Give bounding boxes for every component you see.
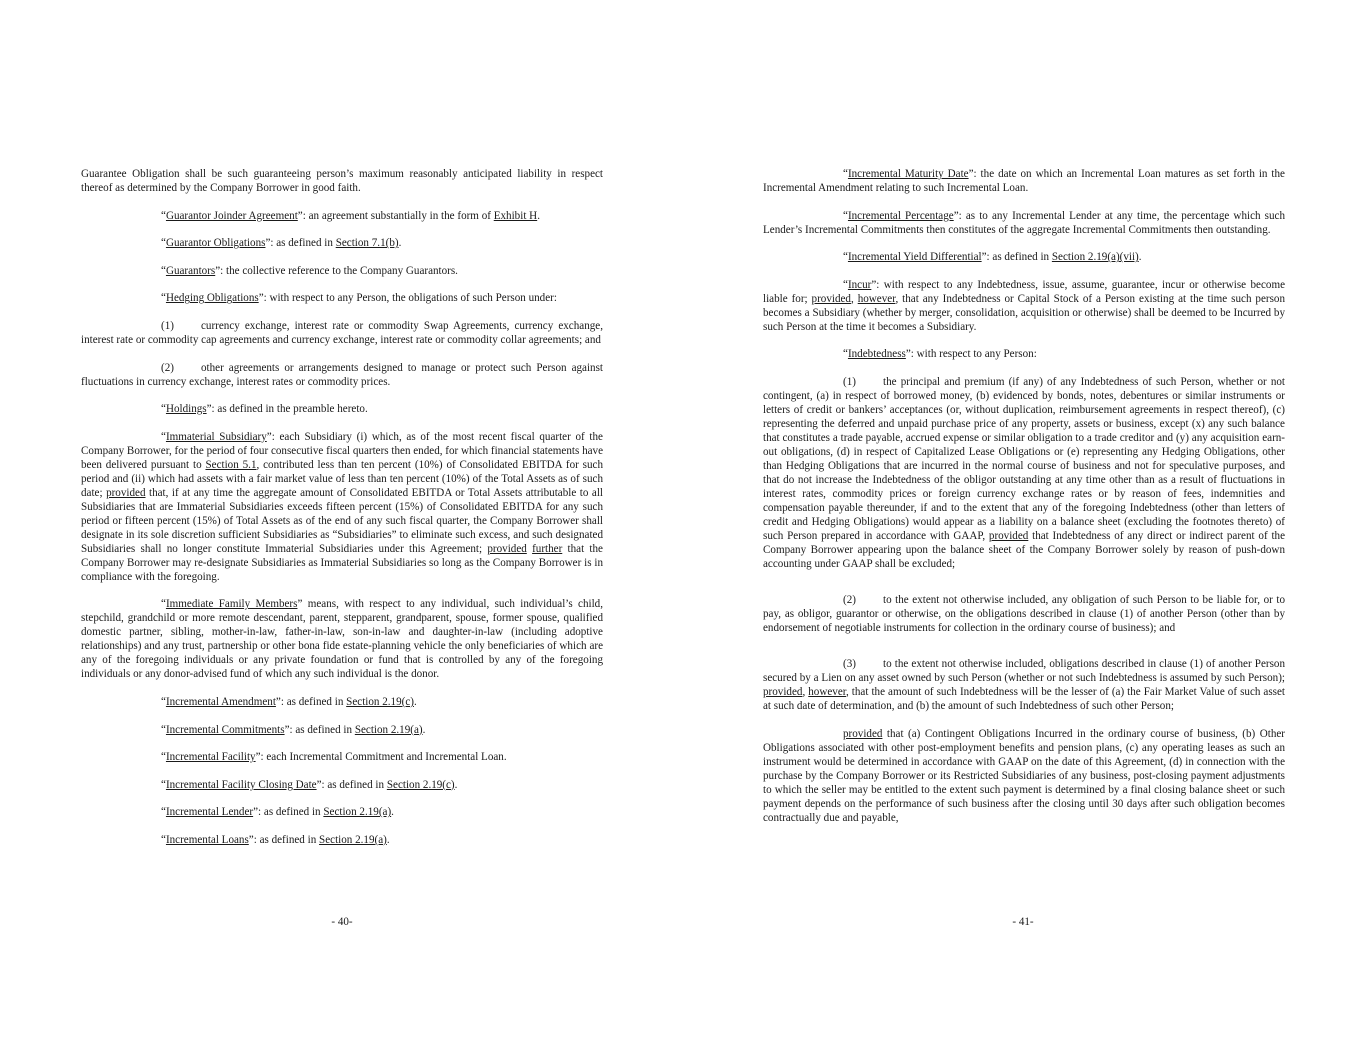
defined-term: Incremental Yield Differential: [847, 251, 982, 264]
page-40-body: [81, 167, 603, 861]
definition-incremental-yield-differential: “Incremental Yield Differential”: as defined in Section 2.19(a)(vii).: [843, 251, 1142, 264]
page-number: - 41-: [1012, 916, 1034, 928]
cross-reference: Section 5.1: [205, 458, 257, 471]
definition-hedging-obligations: “Hedging Obligations”: with respect to any Person, the obligations of such Person under:: [161, 292, 557, 305]
page-41-body: [763, 167, 1285, 838]
defined-term: Incremental Percentage: [847, 209, 954, 222]
cross-reference: Section 7.1(b): [335, 237, 399, 250]
page-number: - 40-: [331, 916, 353, 928]
cross-reference: Exhibit H: [493, 209, 538, 222]
cross-reference: Section 2.19(c): [386, 778, 455, 791]
defined-term: Incremental Maturity Date: [847, 168, 969, 180]
page-41: [683, 0, 1365, 1055]
page-40: [0, 0, 682, 1055]
definition-guarantors: “Guarantors”: the collective reference to the Company Guarantors.: [161, 264, 458, 277]
cross-reference: Section 2.19(a): [319, 833, 387, 846]
defined-term: Incur: [847, 278, 872, 291]
definition-incremental-loans: “Incremental Loans”: as defined in Section 2.19(a).: [161, 833, 390, 846]
defined-term: Incremental Amendment: [165, 695, 276, 708]
cross-reference: Section 2.19(c): [346, 695, 414, 708]
hedging-clause-1: (1) currency exchange, interest rate or commodity Swap Agreements, currency exchange, interest rate or commodity cap agreements and currency exchange, interest rate or commodity collar agreements; and: [81, 319, 603, 346]
definition-immediate-family-members: “Immediate Family Members” means, with respect to any individual, such individual’s child, stepchild, grandchild or more remote descendant, parent, stepparent, grandparent, spouse, former spouse, qualified domestic partner, sibling, mother-in-law, father-in-law, son-in-law and daughter-in-law (including adoptive relationships) and any trust, partnership or other bona fide estate-planning vehicle the only beneficiaries of which are any of the foregoing individuals or any private foundation or fund that is controlled by any of the foregoing individuals or any donor-advised fund of which any such individual is the donor.: [81, 598, 604, 681]
definition-incremental-commitments: “Incremental Commitments”: as defined in Section 2.19(a).: [161, 723, 426, 736]
defined-term: Guarantor Obligations: [165, 237, 266, 250]
indebtedness-clause-2: (2) to the extent not otherwise included, any obligation of such Person to be liable for, or to pay, as obligor, guarantor or otherwise, on the obligations described in clause (1) of another Person (other than by endorsement of negotiable instruments for collection in the ordinary course of business); and: [763, 593, 1285, 634]
definition-guarantor-joinder-agreement: “Guarantor Joinder Agreement”: an agreement substantially in the form of Exhibit H.: [161, 209, 540, 222]
definition-holdings: “Holdings”: as defined in the preamble hereto.: [161, 403, 368, 416]
defined-term: Immediate Family Members: [165, 598, 298, 611]
indebtedness-clause-1: (1) the principal and premium (if any) of any Indebtedness of such Person, whether or not contingent, (a) in respect of borrowed money, (b) evidenced by bonds, notes, debentures or similar instruments or letters of credit or bankers’ acceptances (or, without duplication, reimbursement agreements in respect thereof), (c) representing the deferred and unpaid purchase price of any property, assets or business, except (x) any such balance that constitutes a trade payable, accrued expense or similar obligation to a trade creditor and (y) any acquisition earn-out obligations, (d) in respect of Capitalized Lease Obligations or (e) representing any Hedging Obligations, other than Hedging Obligations that are incurred in the normal course of business and not for speculative purposes, and that do not increase the Indebtedness of the obligor outstanding at any time other than as a result of fluctuations in interest rates, commodity prices or foreign currency exchange rates or by reason of fees, indemnities and compensation payable thereunder, if and to the extent that any of the foregoing Indebtedness (other than letters of credit and Hedging Obligations) would appear as a liability on a balance sheet (excluding the footnotes thereto) of such Person prepared in accordance with GAAP, provided that Indebtedness of any direct or indirect parent of the Company Borrower appearing upon the balance sheet of the Company Borrower solely by reason of push-down accounting under GAAP shall be excluded;: [763, 375, 1285, 570]
definition-immaterial-subsidiary: “Immaterial Subsidiary”: each Subsidiary (i) which, as of the most recent fiscal quarter of the Company Borrower, for the period of four consecutive fiscal quarters then ended, for which financial statements have been delivered pursuant to Section 5.1, contributed less than ten percent (10%) of Consolidated EBITDA for such period and (ii) which had assets with a fair market value of less than ten percent (10%) of the Total Assets as of such date; provided that, if at any time the aggregate amount of Consolidated EBITDA or Total Assets attributable to all Subsidiaries that are Immaterial Subsidiaries exceeds fifteen percent (15%) of Consolidated EBITDA for any such period or fifteen percent (15%) of Total Assets as of the end of any such fiscal quarter, the Company Borrower shall designate in its sole discretion sufficient Subsidiaries as “Subsidiaries” to eliminate such excess, and such designated Subsidiaries shall no longer constitute Immaterial Subsidiaries under this Agreement; provided further that the Company Borrower may re-designate Subsidiaries as Immaterial Subsidiaries so long as the Company Borrower is in compliance with the foregoing.: [81, 430, 604, 583]
definition-incremental-facility-closing-date: “Incremental Facility Closing Date”: as defined in Section 2.19(c).: [161, 778, 458, 791]
defined-term: Holdings: [165, 403, 207, 416]
cross-reference: Section 2.19(a)(vii): [1051, 251, 1139, 264]
defined-term: Immaterial Subsidiary: [165, 430, 267, 443]
indebtedness-proviso: provided that (a) Contingent Obligations Incurred in the ordinary course of business, (b) Other Obligations associated with other post-employment benefits and pension plans, (c) any operating leases as such an instrument would be determined in accordance with GAAP on the date of this Agreement, (d) in connection with the purchase by the Company Borrower or its Restricted Subsidiaries of any business, post-closing payment adjustments to which the seller may be entitled to the extent such payment is determined by a final closing balance sheet or such payment depends on the performance of such business after the closing until 30 days after such obligation becomes contractually due and payable,: [763, 727, 1285, 824]
definition-incremental-percentage: “Incremental Percentage”: as to any Incremental Lender at any time, the percentage which such Lender’s Incremental Commitments then constitutes of the aggregate Incremental Commitments then outstanding.: [763, 209, 1285, 236]
definition-incremental-lender: “Incremental Lender”: as defined in Section 2.19(a).: [161, 806, 394, 819]
indebtedness-clause-3: (3) to the extent not otherwise included, obligations described in clause (1) of another Person secured by a Lien on any asset owned by such Person (whether or not such Indebtedness is assumed by such Person); provided, however, that the amount of such Indebtedness will be the lesser of (a) the Fair Market Value of such asset at such date of determination, and (b) the amount of such Indebtedness of such other Person;: [763, 657, 1286, 712]
cross-reference: Section 2.19(a): [354, 723, 423, 736]
definition-guarantor-obligations: “Guarantor Obligations”: as defined in Section 7.1(b).: [161, 237, 402, 250]
definition-incremental-facility: “Incremental Facility”: each Incremental Commitment and Incremental Loan.: [161, 751, 507, 764]
continuation-paragraph: Guarantee Obligation shall be such guaranteeing person’s maximum reasonably anticipated liability in respect thereof as determined by the Company Borrower in good faith.: [81, 168, 603, 194]
defined-term: Guarantor Joinder Agreement: [165, 209, 298, 222]
defined-term: Hedging Obligations: [165, 292, 259, 305]
defined-term: Guarantors: [165, 264, 216, 277]
definition-indebtedness: “Indebtedness”: with respect to any Person:: [843, 348, 1037, 361]
defined-term: Indebtedness: [847, 348, 906, 361]
defined-term: Incremental Lender: [165, 806, 254, 819]
defined-term: Incremental Facility: [165, 751, 256, 764]
definition-incur: “Incur”: with respect to any Indebtedness, issue, assume, guarantee, incur or otherwise become liable for; provided, however, that any Indebtedness or Capital Stock of a Person existing at the time such person becomes a Subsidiary (whether by merger, consolidation, acquisition or otherwise) shall be deemed to be Incurred by such Person at the time it becomes a Subsidiary.: [763, 278, 1285, 333]
definition-incremental-amendment: “Incremental Amendment”: as defined in Section 2.19(c).: [161, 695, 417, 708]
hedging-clause-2: (2) other agreements or arrangements designed to manage or protect such Person against fluctuations in currency exchange, interest rates or commodity prices.: [81, 361, 603, 388]
cross-reference: Section 2.19(a): [323, 806, 392, 819]
defined-term: Incremental Facility Closing Date: [165, 778, 317, 791]
definition-incremental-maturity-date: “Incremental Maturity Date”: the date on which an Incremental Loan matures as set forth in the Incremental Amendment relating to such Incremental Loan.: [763, 168, 1285, 194]
defined-term: Incremental Commitments: [165, 723, 285, 736]
defined-term: Incremental Loans: [165, 833, 249, 846]
